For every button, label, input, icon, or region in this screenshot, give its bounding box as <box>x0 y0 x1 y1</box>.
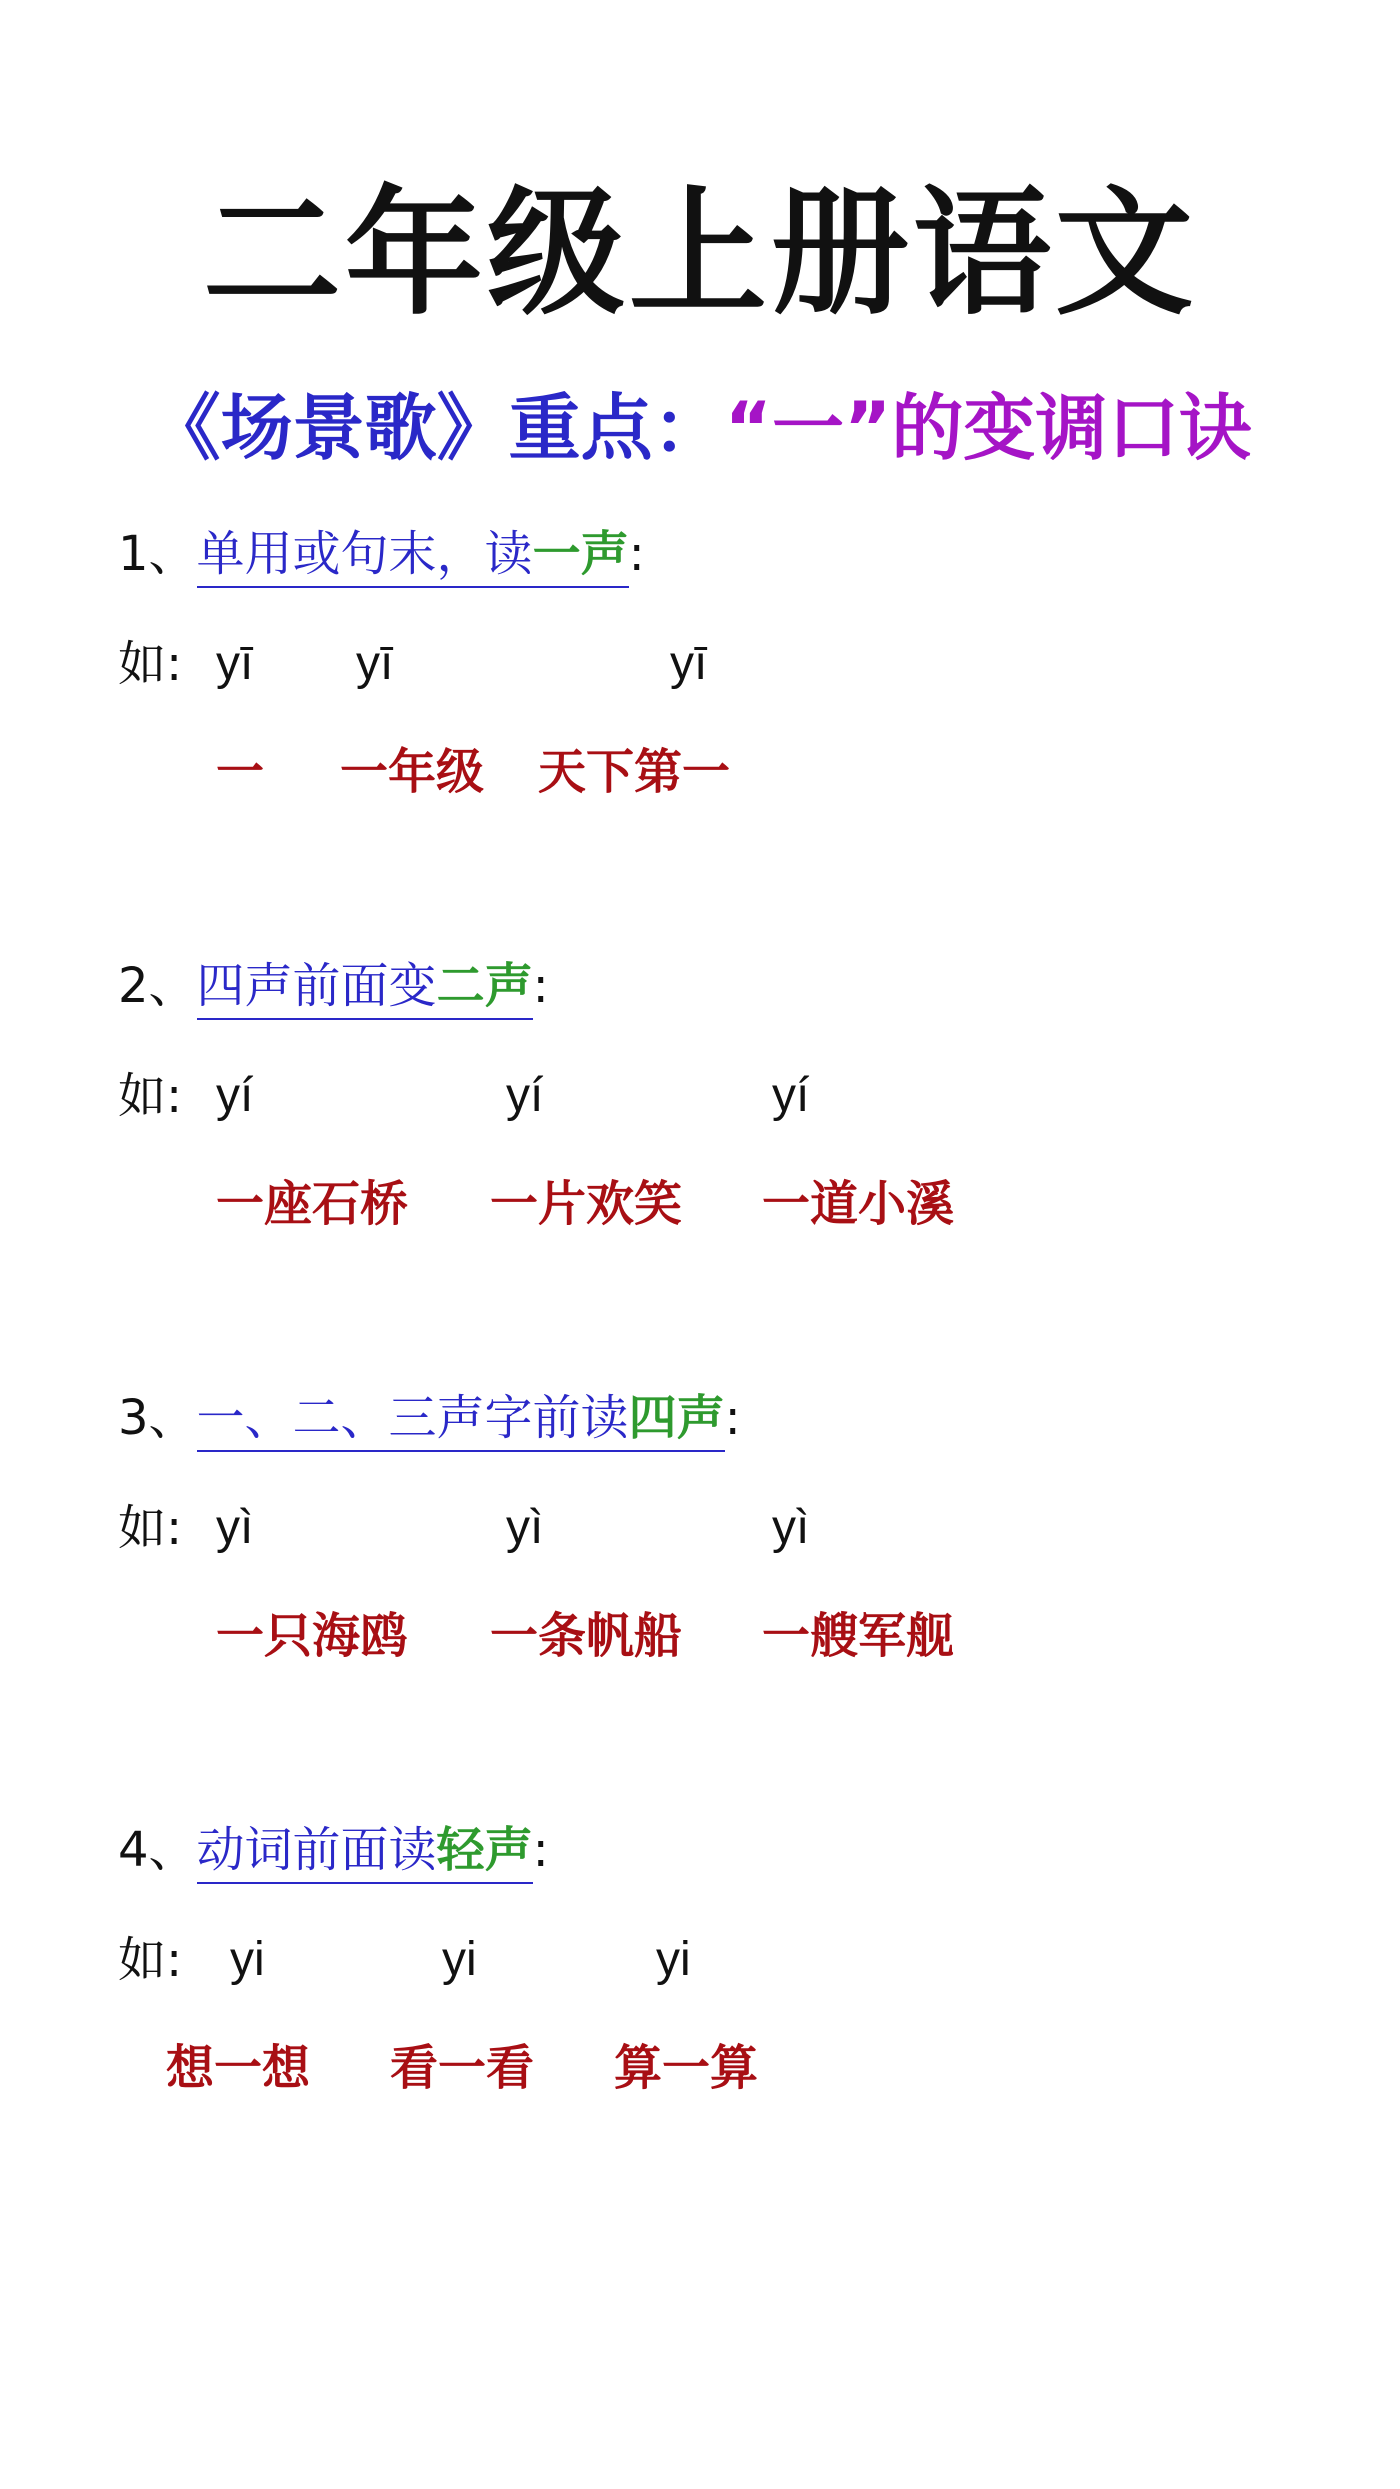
rule-number: 2、 <box>118 958 197 1014</box>
rule-colon: : <box>628 526 645 582</box>
pinyin-4-2: yi <box>442 1933 477 1986</box>
pinyin-3-1: yì <box>216 1501 254 1554</box>
subtitle-lesson: 《场景歌》重点： <box>148 386 725 470</box>
rule-text: 单用或句末，读一声 <box>197 526 629 588</box>
word-3-2: 一条帆船 <box>490 1608 683 1664</box>
rule-accent: 轻声 <box>436 1822 533 1878</box>
rule-accent: 一声 <box>532 526 629 582</box>
page-subtitle <box>0 386 1400 470</box>
example-label: 如: <box>118 1932 183 1988</box>
rule-4 <box>118 1822 549 1878</box>
page-title: 二年级上册语文 <box>202 173 1197 334</box>
example-label: 如: <box>118 1068 183 1124</box>
word-4-1: 想一想 <box>166 2040 311 2096</box>
rule-colon: : <box>724 1390 741 1446</box>
pinyin-4-1: yi <box>230 1933 265 1986</box>
word-2-2: 一片欢笑 <box>490 1176 683 1232</box>
word-4-2: 看一看 <box>390 2040 535 2096</box>
word-1-2: 一年级 <box>340 744 485 800</box>
pinyin-3-2: yì <box>506 1501 544 1554</box>
example-label: 如: <box>118 636 183 692</box>
rule-text: 四声前面变二声 <box>197 958 533 1020</box>
word-1-3: 天下第一 <box>538 744 731 800</box>
pinyin-1-3: yī <box>670 637 708 690</box>
rule-1 <box>118 526 645 582</box>
rule-colon: : <box>532 1822 549 1878</box>
rule-accent: 二声 <box>436 958 533 1014</box>
rule-3 <box>118 1390 741 1446</box>
rule-text: 一、二、三声字前读四声 <box>197 1390 725 1452</box>
example-label: 如: <box>118 1500 183 1556</box>
word-3-1: 一只海鸥 <box>216 1608 409 1664</box>
pinyin-2-2: yí <box>506 1069 544 1122</box>
pinyin-2-1: yí <box>216 1069 254 1122</box>
word-4-3: 算一算 <box>614 2040 759 2096</box>
rule-2 <box>118 958 549 1014</box>
rule-text: 动词前面读轻声 <box>197 1822 533 1884</box>
pinyin-1-1: yī <box>216 637 254 690</box>
subtitle-topic: “一”的变调口诀 <box>724 386 1252 470</box>
pinyin-3-3: yì <box>772 1501 810 1554</box>
word-1-1: 一 <box>216 744 265 800</box>
rule-number: 4、 <box>118 1822 197 1878</box>
rule-colon: : <box>532 958 549 1014</box>
word-2-1: 一座石桥 <box>216 1176 409 1232</box>
rule-accent: 四声 <box>628 1390 725 1446</box>
pinyin-2-3: yí <box>772 1069 810 1122</box>
pinyin-1-2: yī <box>356 637 394 690</box>
word-2-3: 一道小溪 <box>762 1176 955 1232</box>
rule-number: 3、 <box>118 1390 197 1446</box>
pinyin-4-3: yi <box>656 1933 691 1986</box>
rule-number: 1、 <box>118 526 197 582</box>
word-3-3: 一艘军舰 <box>762 1608 955 1664</box>
